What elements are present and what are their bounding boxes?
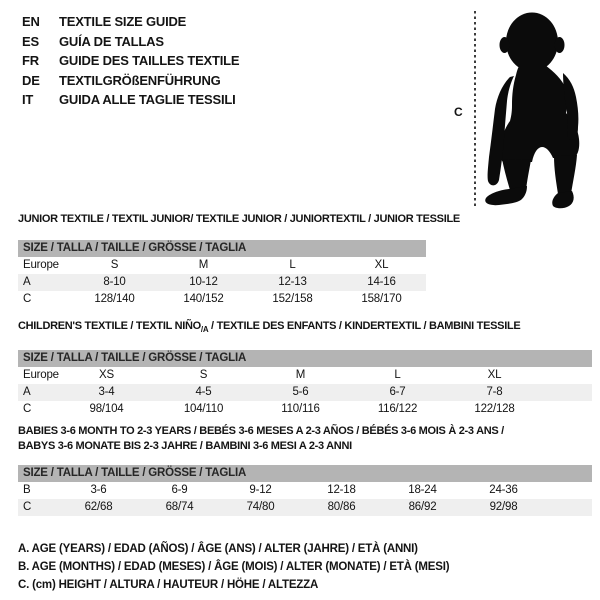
- footnote-line: B. AGE (MONTHS) / EDAD (MESES) / ÂGE (MOIS) / ALTER (MONATE) / ETÀ (MESI): [18, 561, 450, 574]
- language-code: DE: [22, 72, 40, 88]
- section-babies: [18, 424, 592, 516]
- cell-value: M: [198, 259, 209, 271]
- cell-value: 104/110: [183, 403, 224, 416]
- footnote-line: C. (cm) HEIGHT / ALTURA / HAUTEUR / HÖHE / ALTEZZA: [18, 579, 319, 592]
- cell-value: 68/74: [165, 501, 194, 513]
- language-row-it: [22, 90, 239, 110]
- language-title: GUIDE DES TAILLES TEXTILE: [59, 53, 240, 69]
- language-row-en: [22, 12, 239, 32]
- cell-value: 98/104: [89, 403, 124, 416]
- cell-value: 3-4: [98, 386, 115, 399]
- cell-value: 92/98: [489, 501, 518, 513]
- table-row-c: [18, 291, 426, 308]
- table-row-c: [18, 401, 592, 418]
- section-title: [18, 212, 460, 227]
- cell-value: 140/152: [183, 293, 224, 305]
- cell-value: 62/68: [84, 501, 113, 513]
- cell-value: 74/80: [246, 501, 275, 513]
- cell-value: 7-8: [486, 386, 503, 399]
- language-row-es: [22, 32, 239, 52]
- cell-value: M: [295, 369, 306, 382]
- title-text: CHILDREN'S TEXTILE / TEXTIL NIÑO: [18, 320, 201, 332]
- size-table-babies: [18, 465, 592, 516]
- size-table-header: SIZE / TALLA / TAILLE / GRÖSSE / TAGLIA: [18, 240, 426, 257]
- language-row-de: [22, 71, 239, 91]
- title-subscript: /A: [200, 325, 209, 335]
- cell-value: 8-10: [103, 276, 126, 288]
- cell-value: 158/170: [361, 293, 402, 305]
- language-title-list: [22, 12, 239, 110]
- section-title: [18, 424, 592, 439]
- row-label: C: [23, 501, 32, 513]
- row-label: C: [23, 403, 32, 416]
- row-label: Europe: [23, 259, 59, 271]
- table-row-a: [18, 274, 426, 291]
- table-row-b: [18, 482, 592, 499]
- section-children: [18, 319, 592, 418]
- size-table-header: SIZE / TALLA / TAILLE / GRÖSSE / TAGLIA: [18, 350, 592, 367]
- footnote-line: A. AGE (YEARS) / EDAD (AÑOS) / ÂGE (ANS) / ALTER (JAHRE) / ETÀ (ANNI): [18, 543, 418, 555]
- language-title: GUIDA ALLE TAGLIE TESSILI: [59, 92, 236, 108]
- size-table-header: SIZE / TALLA / TAILLE / GRÖSSE / TAGLIA: [18, 465, 592, 482]
- cell-value: 128/140: [94, 293, 135, 305]
- row-label: B: [23, 484, 31, 496]
- row-label: A: [23, 386, 31, 399]
- language-row-fr: [22, 51, 239, 71]
- cell-value: 4-5: [195, 386, 212, 399]
- cell-value: 18-24: [408, 484, 437, 496]
- table-row-europe: [18, 257, 426, 274]
- size-table-junior: [18, 240, 426, 308]
- cell-value: 116/122: [377, 403, 418, 416]
- cell-value: 86/92: [408, 501, 437, 513]
- section-title: [18, 439, 592, 454]
- cell-value: 110/116: [281, 403, 320, 416]
- cell-value: 6-7: [389, 386, 406, 399]
- section-junior: [18, 212, 460, 308]
- section-title-block: [18, 424, 592, 454]
- cell-value: 6-9: [171, 484, 188, 496]
- cell-value: XS: [99, 369, 114, 382]
- language-code: EN: [22, 14, 40, 29]
- language-title: GUÍA DE TALLAS: [59, 33, 164, 49]
- language-code: IT: [22, 92, 34, 108]
- baby-silhouette-icon: [480, 5, 600, 215]
- cell-value: XL: [374, 259, 389, 271]
- cell-value: 10-12: [189, 276, 218, 288]
- cell-value: 12-18: [327, 484, 356, 496]
- table-row-a: [18, 384, 592, 401]
- cell-value: S: [199, 369, 208, 382]
- section-title: [18, 319, 592, 337]
- cell-value: 14-16: [367, 276, 396, 288]
- language-code: FR: [22, 53, 39, 69]
- height-dashed-line: [474, 11, 476, 208]
- cell-value: 3-6: [90, 484, 107, 496]
- table-row-europe: [18, 367, 592, 384]
- title-text: JUNIOR TEXTILE / TEXTIL JUNIOR/ TEXTILE JUNIOR / JUNIORTEXTIL / JUNIOR TESSILE: [18, 213, 460, 225]
- baby-figure: [450, 5, 598, 215]
- title-text: BABYS 3-6 MONATE BIS 2-3 JAHRE / BAMBINI 3-6 MESI A 2-3 ANNI: [18, 440, 352, 452]
- cell-value: 122/128: [474, 403, 515, 416]
- title-text: BABIES 3-6 MONTH TO 2-3 YEARS / BEBÉS 3-6 MESES A 2-3 AÑOS / BÉBÉS 3-6 MOIS À 2-3 ANS /: [18, 425, 504, 437]
- size-table-children: [18, 350, 592, 418]
- cell-value: 9-12: [249, 484, 272, 496]
- language-title: TEXTILE SIZE GUIDE: [59, 14, 187, 29]
- cell-value: S: [110, 259, 119, 271]
- language-code: ES: [22, 33, 39, 49]
- cell-value: 24-36: [489, 484, 518, 496]
- section-title-block: [18, 212, 460, 227]
- table-row-c: [18, 499, 592, 516]
- footnotes: [18, 540, 449, 595]
- height-measure-label: C: [454, 105, 463, 119]
- row-label: C: [23, 293, 32, 305]
- cell-value: L: [289, 259, 296, 271]
- cell-value: L: [394, 369, 401, 382]
- cell-value: 12-13: [278, 276, 307, 288]
- cell-value: XL: [487, 369, 502, 382]
- language-title: TEXTILGRÖßENFÜHRUNG: [59, 72, 221, 88]
- cell-value: 152/158: [272, 293, 313, 305]
- cell-value: 80/86: [327, 501, 356, 513]
- row-label: A: [23, 276, 31, 288]
- title-text: / TEXTILE DES ENFANTS / KINDERTEXTIL / BAMBINI TESSILE: [208, 320, 521, 332]
- section-title-block: [18, 319, 592, 337]
- cell-value: 5-6: [292, 386, 309, 399]
- row-label: Europe: [23, 369, 59, 382]
